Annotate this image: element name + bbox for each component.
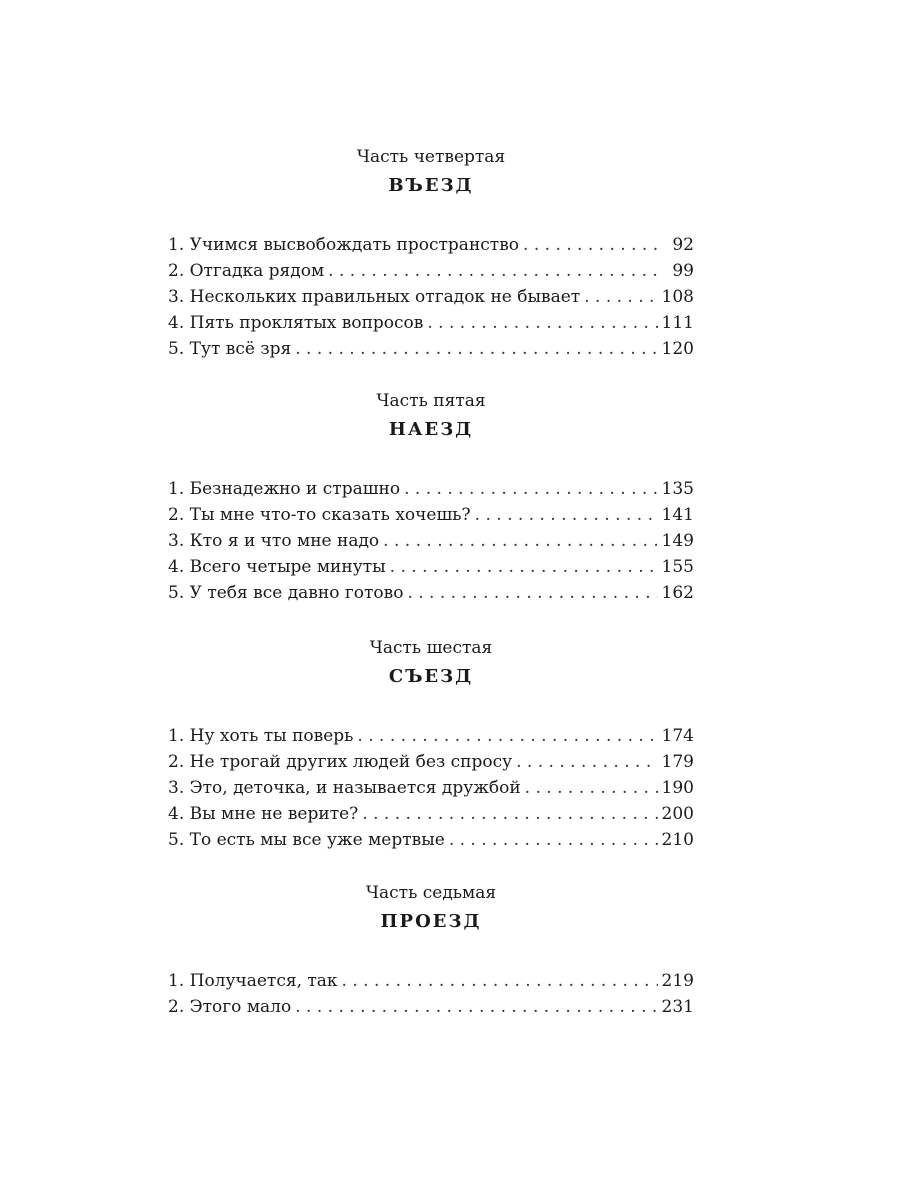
page-number: 200 — [661, 804, 694, 824]
part-label: Часть шестая — [369, 638, 493, 658]
page-number: 174 — [661, 726, 694, 746]
part-title: ПРОЕЗД — [380, 911, 482, 932]
toc-entry[interactable] — [168, 284, 694, 310]
part-title: НАЕЗД — [388, 419, 474, 440]
chapter-list — [168, 968, 694, 1020]
page-number: 155 — [661, 557, 694, 577]
toc-entry[interactable] — [168, 580, 694, 606]
chapter-title: 5. То есть мы все уже мертвые — [168, 830, 445, 850]
page-number: 231 — [661, 997, 694, 1017]
toc-entry[interactable] — [168, 258, 694, 284]
toc-part-seven — [168, 882, 694, 1020]
page-number: 210 — [661, 830, 694, 850]
part-label: Часть четвертая — [356, 147, 506, 167]
page-number: 108 — [661, 287, 694, 307]
dot-leader — [295, 994, 657, 1020]
dot-leader — [357, 723, 657, 749]
dot-leader — [295, 336, 657, 362]
page-number: 135 — [661, 479, 694, 499]
dot-leader — [516, 749, 657, 775]
chapter-title: 5. Тут всё зря — [168, 339, 292, 359]
page-number: 149 — [661, 531, 694, 551]
dot-leader — [404, 476, 657, 502]
toc-entry[interactable] — [168, 528, 694, 554]
part-title: ВЪЕЗД — [388, 175, 474, 196]
page-number: 219 — [661, 971, 694, 991]
toc-entry[interactable] — [168, 968, 694, 994]
toc-entry[interactable] — [168, 232, 694, 258]
chapter-title: 2. Отгадка рядом — [168, 261, 325, 281]
page-number: 120 — [661, 339, 694, 359]
dot-leader — [362, 801, 657, 827]
toc-part-six — [168, 637, 694, 853]
part-title: СЪЕЗД — [388, 666, 474, 687]
dot-leader — [427, 310, 657, 336]
chapter-title: 4. Всего четыре минуты — [168, 557, 386, 577]
dot-leader — [584, 284, 657, 310]
chapter-title: 3. Это, деточка, и называется дружбой — [168, 778, 521, 798]
chapter-title: 1. Получается, так — [168, 971, 338, 991]
toc-entry[interactable] — [168, 994, 694, 1020]
toc-entry[interactable] — [168, 723, 694, 749]
dot-leader — [328, 258, 662, 284]
part-label: Часть пятая — [376, 391, 486, 411]
chapter-title: 2. Этого мало — [168, 997, 292, 1017]
chapter-title: 1. Учимся высвобождать пространство — [168, 235, 520, 255]
toc-part-four — [168, 146, 694, 362]
toc-entry[interactable] — [168, 554, 694, 580]
page-number: 190 — [661, 778, 694, 798]
toc-entry[interactable] — [168, 749, 694, 775]
dot-leader — [342, 968, 658, 994]
chapter-title: 4. Вы мне не верите? — [168, 804, 359, 824]
chapter-title: 1. Безнадежно и страшно — [168, 479, 401, 499]
toc-entry[interactable] — [168, 336, 694, 362]
toc-entry[interactable] — [168, 827, 694, 853]
dot-leader — [475, 502, 658, 528]
toc-entry[interactable] — [168, 801, 694, 827]
chapter-title: 3. Нескольких правильных отгадок не бывает — [168, 287, 581, 307]
page-number: 92 — [672, 235, 694, 255]
toc-entry[interactable] — [168, 310, 694, 336]
page-number: 111 — [661, 313, 694, 333]
chapter-list — [168, 476, 694, 606]
toc-entry[interactable] — [168, 476, 694, 502]
dot-leader — [383, 528, 657, 554]
page-number: 141 — [661, 505, 694, 525]
dot-leader — [407, 580, 657, 606]
page-number: 99 — [672, 261, 694, 281]
dot-leader — [523, 232, 662, 258]
chapter-list — [168, 232, 694, 362]
chapter-title: 2. Ты мне что-то сказать хочешь? — [168, 505, 471, 525]
page-number: 162 — [661, 583, 694, 603]
toc-entry[interactable] — [168, 502, 694, 528]
dot-leader — [390, 554, 658, 580]
chapter-title: 1. Ну хоть ты поверь — [168, 726, 354, 746]
part-label: Часть седьмая — [365, 883, 497, 903]
toc-part-five — [168, 390, 694, 606]
chapter-title: 2. Не трогай других людей без спросу — [168, 752, 513, 772]
dot-leader — [449, 827, 658, 853]
chapter-title: 4. Пять проклятых вопросов — [168, 313, 424, 333]
chapter-list — [168, 723, 694, 853]
dot-leader — [525, 775, 658, 801]
chapter-title: 5. У тебя все давно готово — [168, 583, 404, 603]
toc-entry[interactable] — [168, 775, 694, 801]
chapter-title: 3. Кто я и что мне надо — [168, 531, 380, 551]
page-number: 179 — [661, 752, 694, 772]
